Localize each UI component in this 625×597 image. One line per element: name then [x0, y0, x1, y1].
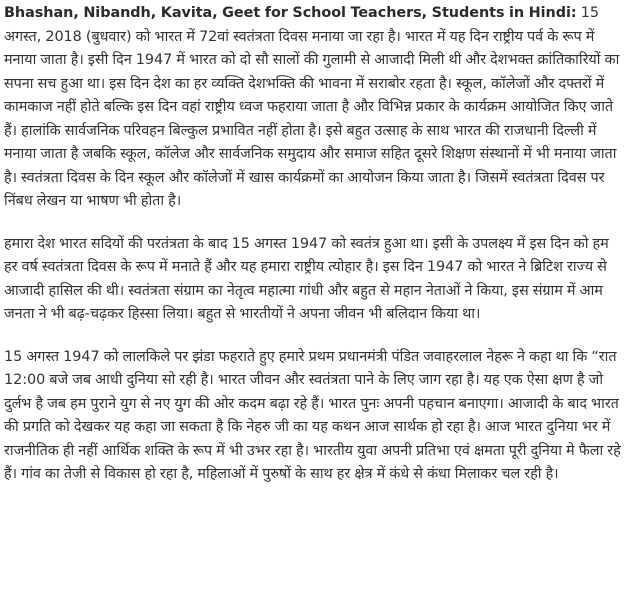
paragraph-2-text: हमारा देश भारत सदियों की परतंत्रता के बाद 15 अगस्त 1947 को स्वतंत्र हुआ था। इसी के उपलक्ष्य में इस दिन को हम हर वर्ष स्वतंत्रता दिवस के रूप में मनाते हैं और यह हमारा राष्ट्रीय त्योहार है। इस दिन 1947 को भारत ने ब्रिटिश राज्य से आजादी हासिल की थी। स्वतंत्रता संग्राम का नेतृत्व महात्मा गांधी और बहुत से महान नेताओं ने किया, इस संग्राम में आम जनता ने भी बढ़-चढ़कर हिस्सा लिया। बहुत से भारतीयों ने अपना जीवन भी बलिदान किया था।	[4, 235, 609, 322]
paragraph-3-text: 15 अगस्त 1947 को लालकिले पर झंडा फहराते हुए हमारे प्रथम प्रधानमंत्री पंडित जवाहरलाल नेहरू ने कहा था कि “रात 12:00 बजे जब आधी दुनिया सो रही है। भारत जीवन और स्वतंत्रता पाने के लिए जाग रहा है। यह एक ऐसा क्षण है जो दुर्लभ है जब हम पुराने युग से नए युग की ओर कदम बढ़ा रहे हैं। भारत पुनः अपनी पहचान बनाएगा। आजादी के बाद भारत की प्रगति को देखकर यह कहा जा सकता है कि नेहरु जी का यह कथन आज सार्थक हो रहा है। आज भारत दुनिया भर में राजनीतिक ही नहीं आर्थिक शक्ति के रूप में भी उभर रहा है। भारतीय युवा अपनी प्रतिभा एवं क्षमता पूरी दुनिया मे फैला रहे हैं। गांव का तेजी से विकास हो रहा है, महिलाओं में पुरुषों के साथ हर क्षेत्र में कंधे से कंधा मिलाकर चल रही है।	[4, 348, 621, 482]
article-paragraph-3	[4, 346, 621, 487]
article-lead-title: Bhashan, Nibandh, Kavita, Geet for School Teachers, Students in Hindi:	[4, 5, 577, 21]
paragraph-1-text: 15 अगस्त, 2018 (बुधवार) को भारत में 72वां स्वतंत्रता दिवस मनाया जा रहा है। भारत में यह दिन राष्ट्रीय पर्व के रूप में मनाया जाता है। इसी दिन 1947 में भारत को दो सौ सालों की गुलामी से आजादी मिली थी और देशभक्त क्रांतिकारियों का सपना सच हुआ था। इस दिन देश का हर व्यक्ति देशभक्ति की भावना में सराबोर रहता है। स्कूल, कॉलेजों और दफ्तरों में कामकाज नहीं होते बल्कि इस दिन वहां राष्ट्रीय ध्वज फहराया जाता है और विभिन्न प्रकार के कार्यक्रम आयोजित किए जाते हैं। हालांकि सार्वजनिक परिवहन बिल्कुल प्रभावित नहीं होता है। इसे बहुत उत्साह के साथ भारत की राजधानी दिल्ली में मनाया जाता है जबकि स्कूल, कॉलेज और सार्वजनिक समुदाय और समाज सहित दूसरे शिक्षण संस्थानों में भी मनाया जाता है। स्वतंत्रता दिवस के दिन स्कूल और कॉलेजों में खास कार्यक्रमों का आयोजन किया जाता है। जिसमें स्वतंत्रता दिवस पर निंबध लेखन या भाषण भी होता है।	[4, 5, 620, 209]
article-paragraph-2	[4, 233, 621, 327]
article-paragraph-1	[4, 2, 621, 214]
